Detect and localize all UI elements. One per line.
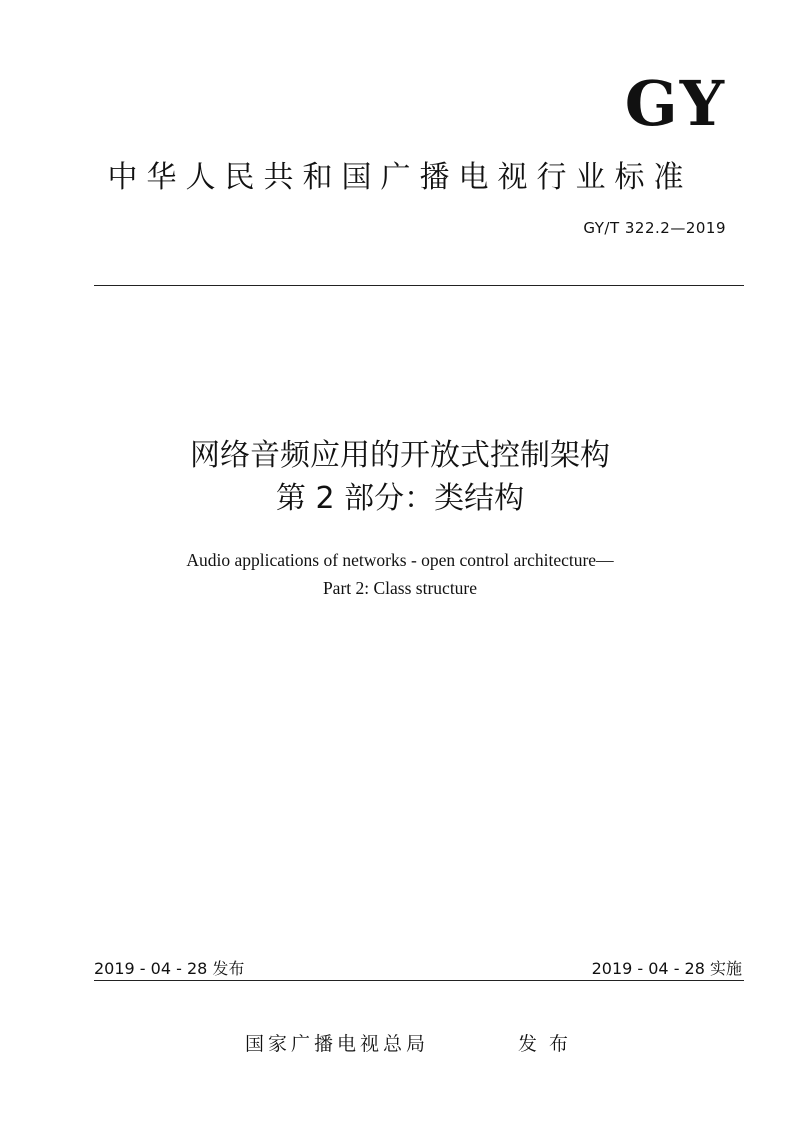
en-title-line-2: Part 2: Class structure bbox=[322, 578, 478, 598]
issuing-authority: 国家广播电视总局 bbox=[245, 1033, 430, 1055]
gy-logo: GY bbox=[624, 67, 726, 140]
bottom-divider bbox=[94, 980, 744, 981]
implementation-date: 2019 - 04 - 28 实施 bbox=[591, 959, 742, 978]
en-title-line-1: Audio applications of networks - open control architecture— bbox=[186, 550, 614, 570]
top-divider bbox=[94, 285, 744, 286]
standard-code: GY/T 322.2—2019 bbox=[583, 219, 726, 237]
standard-type-heading: 中华人民共和国广播电视行业标准 bbox=[107, 160, 693, 195]
cn-title-line-2: 第 2 部分：类结构 bbox=[275, 481, 525, 516]
cn-title-line-1: 网络音频应用的开放式控制架构 bbox=[190, 438, 610, 473]
issue-date: 2019 - 04 - 28 发布 bbox=[94, 959, 245, 978]
issue-label: 发布 bbox=[518, 1033, 581, 1055]
